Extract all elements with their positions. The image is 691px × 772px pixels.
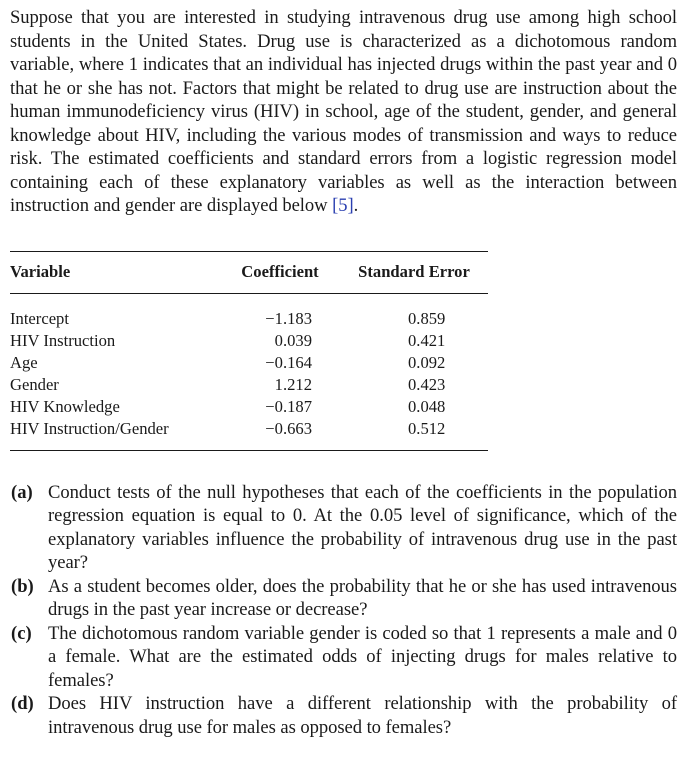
cell-standard-error: 0.092 [408, 352, 446, 372]
table-row [10, 352, 488, 374]
cell-standard-error: 0.859 [408, 308, 446, 328]
regression-table [10, 251, 488, 451]
intro-text: Suppose that you are interested in studying intravenous drug use among high school students in the United States. Drug use is characterized as a dichotomous random variable, where 1 indicates that an individual has injected drugs within the past year and 0 that he or she has not. Factors that might be related to drug use are instruction about the human immunodeficiency virus (HIV) in school, age of the student, gender, and general knowledge about HIV, including the various modes of transmission and ways to reduce risk. The estimated coefficients and standard errors from a logistic regression model containing each of these explanatory variables as well as the interaction between instruction and gender are displayed below [10, 7, 677, 216]
question-list [10, 481, 677, 740]
question-item [10, 575, 677, 622]
question-text: As a student becomes older, does the probability that he or she has used intravenous drugs in the past year increase or decrease? [48, 575, 677, 620]
cell-variable: Gender [10, 374, 59, 394]
header-standard-error: Standard Error [358, 262, 470, 281]
header-variable: Variable [10, 262, 71, 281]
question-text: Does HIV instruction have a different relationship with the probability of intravenous drug use for males as opposed to females? [48, 693, 677, 738]
cell-coefficient: −0.164 [265, 352, 312, 372]
question-text: Conduct tests of the null hypotheses that each of the coefficients in the population regression equation is equal to 0. At the 0.05 level of significance, which of the explanatory variables influence the probability of intravenous drug use in the past year? [48, 481, 677, 573]
regression-table-container [10, 251, 488, 451]
question-text: The dichotomous random variable gender is coded so that 1 represents a male and 0 a female. What are the estimated odds of injecting drugs for males relative to females? [48, 622, 677, 691]
cell-coefficient: −1.183 [265, 308, 312, 328]
question-label: (b) [11, 575, 34, 597]
cell-variable: HIV Knowledge [10, 396, 120, 416]
cell-standard-error: 0.421 [408, 330, 446, 350]
cell-coefficient: 1.212 [274, 374, 312, 394]
cell-variable: HIV Instruction/Gender [10, 418, 169, 438]
intro-paragraph [10, 6, 677, 218]
cell-coefficient: 0.039 [274, 330, 312, 350]
cell-standard-error: 0.423 [408, 374, 446, 394]
table-row [10, 330, 488, 352]
citation-link[interactable]: [5] [332, 195, 354, 216]
table-header-row [10, 251, 488, 293]
table-row [10, 374, 488, 396]
cell-standard-error: 0.512 [408, 418, 446, 438]
intro-period: . [353, 195, 359, 216]
cell-standard-error: 0.048 [408, 396, 446, 416]
cell-variable: HIV Instruction [10, 330, 116, 350]
table-row [10, 418, 488, 451]
question-item [10, 622, 677, 693]
table-row [10, 396, 488, 418]
table-row [10, 293, 488, 330]
question-item [10, 481, 677, 575]
question-label: (a) [11, 481, 33, 503]
header-coefficient: Coefficient [241, 262, 319, 281]
question-label: (c) [11, 622, 32, 644]
question-item [10, 692, 677, 739]
cell-coefficient: −0.663 [265, 418, 312, 438]
cell-variable: Intercept [10, 308, 69, 328]
question-label: (d) [11, 693, 34, 714]
cell-coefficient: −0.187 [265, 396, 312, 416]
cell-variable: Age [10, 352, 38, 372]
